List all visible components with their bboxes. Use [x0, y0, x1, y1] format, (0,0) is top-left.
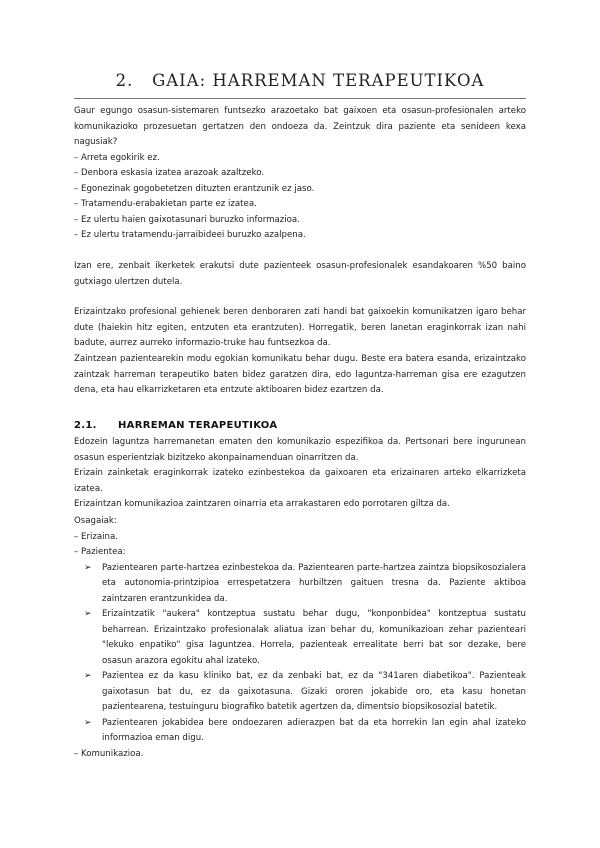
list-item: – Komunikazioa.: [74, 748, 144, 759]
body-paragraph: Zaintzean pazientearekin modu egokian komunikatu behar dugu. Beste era batera esanda, erizaintzako zaintzak harreman terapeutiko baten bidez garatzen dira, edo laguntza-harreman gisa ere ezagutzen dena, eta hau elkarrizketaren eta entzute aktiboaren bidez ezartzen da.: [74, 354, 526, 395]
list-item: – Pazientea:: [74, 547, 126, 557]
arrow-bullet-icon: ➢: [84, 562, 92, 573]
intro-block: [74, 104, 526, 244]
page-title: 2. GAIA: HARREMAN TERAPEUTIKOA: [115, 71, 485, 90]
arrow-bullet-icon: ➢: [84, 609, 92, 619]
paragraph-1: [74, 259, 526, 290]
arrow-bullet-icon: ➢: [84, 671, 92, 681]
paragraph-2: [74, 305, 526, 352]
paragraph-3: [74, 352, 526, 399]
list-item: – Erizaina.: [74, 531, 118, 542]
intro-paragraph: Gaur egungo osasun-sistemaren funtsezko arazoetako bat gaixoen eta osasun-profesionalen arteko komunikazioko prozesuetan gertatzen den ondoeza da. Zeintzuk dira paziente eta senideen kexa nagusiak?: [74, 106, 526, 147]
body-paragraph: Izan ere, zenbait ikerketek erakutsi dute pazienteek osasun-profesionalek esandakoaren %50 baino gutxiago ulertzen dutela.: [74, 261, 526, 287]
section-title: HARREMAN TERAPEUTIKOA: [118, 420, 278, 431]
body-paragraph: Erizaintzako profesional gehienek beren denboraren zati handi bat gaixoekin komunikatzen igaro behar dute (haiekin hitz egiten, entzuten eta erantzuten). Horregatik, beren lanetan eraginkorrak izan nahi badute, aurrez aurreko informazio-truke hau funtsezkoa da.: [74, 307, 526, 348]
list-item: – Ez ulertu tratamendu-jarraibideei buruzko azalpena.: [74, 230, 306, 240]
section-heading: [74, 420, 277, 431]
components-block: [74, 514, 526, 762]
list-item: – Egonezinak gogobetetzen dituzten erantzunik ez jaso.: [74, 183, 315, 194]
body-line: Erizaintzan komunikazioa zaintzaren oinarria eta arrakastaren edo porrotaren giltza da.: [74, 499, 450, 509]
list-item: – Arreta egokirik ez.: [74, 152, 160, 163]
section-body: [74, 435, 526, 513]
bullet-text: Pazientearen jokabidea bere ondoezaren adierazpen bat da eta horrekin lan egin ahal izateko informazioa eman digu.: [102, 717, 526, 743]
bullet-item: [74, 607, 526, 669]
list-item: – Tratamendu-erabakietan parte ez izatea.: [74, 199, 257, 209]
title-rule: [74, 98, 526, 99]
body-line: Erizain zainketak eraginkorrak izateko ezinbestekoa da gaixoaren eta erizainaren arteko elkarrizketa izatea.: [74, 468, 526, 494]
bullet-item: [74, 716, 526, 747]
bullet-item: [74, 561, 526, 608]
bullet-text: Pazientearen parte-hartzea ezinbestekoa da. Pazientearen parte-hartzea zaintza biopsikosozialera eta autonomia-printzipioa errespetatzera hurbiltzen gaituen tresna da. Paziente aktiboa zaintzaren erantzunkidea da.: [102, 562, 526, 604]
bullet-text: Erizaintzatik "aukera" kontzeptua sustatu behar dugu, "konponbidea" kontzeptua sustatu beharrean. Erizaintzako profesionalak aliatua izan behar du, komunikazioan zehar pazienteari "lekuko enpatiko" gisa laguntzea. Horrela, pazienteak errealitate berri bat sor dezake, bere osasun arazora egokitu ahal izateko.: [102, 609, 526, 666]
section-number: 2.1.: [74, 420, 97, 431]
list-item: – Ez ulertu haien gaixotasunari buruzko informazioa.: [74, 214, 300, 225]
body-line: Edozein laguntza harremanetan ematen den komunikazio espezifikoa da. Pertsonari bere ingurunean osasun esperientziak bizitzeko akonpainamenduan oinarritzen da.: [74, 437, 526, 463]
list-item: – Denbora eskasia izatea arazoak azaltzeko.: [74, 168, 265, 178]
bullet-item: [74, 669, 526, 716]
arrow-bullet-icon: ➢: [84, 717, 92, 728]
bullet-text: Pazientea ez da kasu kliniko bat, ez da zenbaki bat, ez da "341aren diabetikoa". Pazienteak gaixotasun bat du, ez da gaixotasuna. Gizaki ororen jokabide oro, eta kasu honetan pazientearena, testuinguru biografiko batetik agertzen da, dimentsio biopsikosozial batetik.: [102, 671, 526, 712]
components-label: Osagaiak:: [74, 516, 117, 526]
